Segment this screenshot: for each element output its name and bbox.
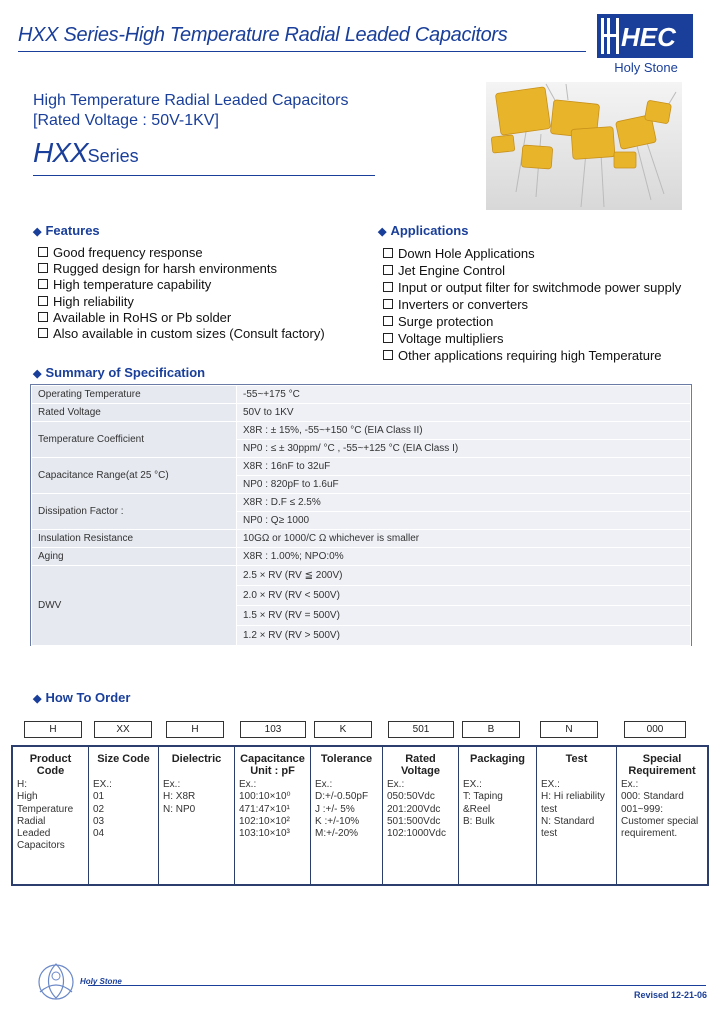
order-column xyxy=(311,747,383,884)
spec-label: Rated Voltage xyxy=(32,404,237,422)
logo-text: HEC xyxy=(621,22,676,52)
list-item: Also available in custom sizes (Consult factory) xyxy=(38,326,325,342)
capacitor-photo xyxy=(486,82,682,210)
list-item: Down Hole Applications xyxy=(383,245,681,262)
table-row xyxy=(32,548,691,566)
product-title-line1: High Temperature Radial Leaded Capacitors xyxy=(33,92,349,109)
order-column xyxy=(459,747,537,884)
order-column-body: EX.: 01 02 03 04 xyxy=(93,779,112,840)
spec-label: Dissipation Factor : xyxy=(32,494,237,530)
product-title-line2: [Rated Voltage : 50V-1KV] xyxy=(33,112,219,129)
table-row xyxy=(32,494,691,512)
order-column-body: Ex.: D:+/-0.50pF J :+/- 5% K :+/-10% M:+/-20% xyxy=(315,779,369,840)
order-code-box: K xyxy=(314,721,372,738)
order-column xyxy=(617,747,707,884)
series-name xyxy=(33,137,139,169)
diamond-bullet-icon: ◆ xyxy=(33,693,42,705)
order-heading: ◆ How To Order xyxy=(33,690,131,705)
features-heading: ◆ Features xyxy=(33,223,100,238)
table-row xyxy=(32,530,691,548)
spec-value: 1.5 × RV (RV = 500V) xyxy=(237,606,691,626)
order-column-header: Test xyxy=(565,753,588,765)
series-small: Series xyxy=(87,146,139,166)
order-code-box: 501 xyxy=(388,721,454,738)
product-rule xyxy=(33,175,375,176)
applications-list xyxy=(383,245,681,364)
table-row xyxy=(32,458,691,476)
order-code-box: 103 xyxy=(240,721,306,738)
hec-logo-icon xyxy=(597,14,693,58)
revised-date: Revised 12-21-06 xyxy=(634,990,708,1000)
spec-label: Temperature Coefficient xyxy=(32,422,237,458)
spec-value: X8R : 1.00%; NPO:0% xyxy=(237,548,691,566)
order-column-body: Ex.: 000: Standard 001~999: Customer special requirement. xyxy=(621,779,699,840)
holy-stone-logo-icon xyxy=(32,958,80,1002)
list-item: Voltage multipliers xyxy=(383,330,681,347)
spec-value: 2.0 × RV (RV < 500V) xyxy=(237,586,691,606)
spec-heading: ◆ Summary of Specification xyxy=(33,365,206,380)
table-row xyxy=(32,404,691,422)
applications-heading: ◆ Applications xyxy=(378,223,469,238)
spec-label: Operating Temperature xyxy=(32,386,237,404)
order-column xyxy=(537,747,617,884)
order-column-body: EX.: H: Hi reliability test N: Standard test xyxy=(541,779,605,840)
spec-value: -55~+175 °C xyxy=(237,386,691,404)
order-column-header: Special Requirement xyxy=(628,753,696,777)
checkbox-icon xyxy=(383,282,393,292)
footer-rule xyxy=(88,985,706,986)
diamond-bullet-icon: ◆ xyxy=(33,226,42,238)
checkbox-icon xyxy=(38,247,48,257)
order-column-body: H: High Temperature Radial Leaded Capacitors xyxy=(17,779,74,852)
order-column xyxy=(159,747,235,884)
spec-value: NP0 : Q≥ 1000 xyxy=(237,512,691,530)
checkbox-icon xyxy=(38,279,48,289)
order-code-box: H xyxy=(166,721,224,738)
spec-value: 2.5 × RV (RV ≦ 200V) xyxy=(237,566,691,586)
spec-value: X8R : ± 15%, -55~+150 °C (EIA Class II) xyxy=(237,422,691,440)
checkbox-icon xyxy=(383,350,393,360)
order-column-header: Dielectric xyxy=(171,753,222,765)
checkbox-icon xyxy=(38,328,48,338)
logo-subtitle: Holy Stone xyxy=(614,60,678,75)
order-column-body: Ex.: H: X8R N: NP0 xyxy=(163,779,196,815)
order-code-box: XX xyxy=(94,721,152,738)
checkbox-icon xyxy=(383,265,393,275)
order-column-header: Packaging xyxy=(469,753,526,765)
spec-label: DWV xyxy=(32,566,237,646)
order-column xyxy=(13,747,89,884)
table-row xyxy=(32,566,691,586)
list-item: Rugged design for harsh environments xyxy=(38,261,325,277)
list-item: Inverters or converters xyxy=(383,296,681,313)
order-column-header: Product Code xyxy=(29,753,72,777)
series-big: HXX xyxy=(33,137,88,168)
order-column-body: Ex.: 050:50Vdc 201:200Vdc 501:500Vdc 102:1000Vdc xyxy=(387,779,446,840)
list-item: High reliability xyxy=(38,294,325,310)
spec-value: NP0 : 820pF to 1.6uF xyxy=(237,476,691,494)
checkbox-icon xyxy=(383,248,393,258)
order-column xyxy=(383,747,459,884)
order-column-header: Capacitance Unit : pF xyxy=(240,753,305,777)
order-code-box: H xyxy=(24,721,82,738)
order-table xyxy=(11,745,709,886)
list-item: Good frequency response xyxy=(38,245,325,261)
order-code-box: B xyxy=(462,721,520,738)
features-list xyxy=(38,245,325,342)
spec-label: Capacitance Range(at 25 °C) xyxy=(32,458,237,494)
diamond-bullet-icon: ◆ xyxy=(378,226,387,238)
spec-value: X8R : 16nF to 32uF xyxy=(237,458,691,476)
checkbox-icon xyxy=(38,312,48,322)
table-row xyxy=(32,422,691,440)
order-column-body: Ex.: 100:10×10⁰ 471:47×10¹ 102:10×10² 103:10×10³ xyxy=(239,779,291,840)
spec-label: Insulation Resistance xyxy=(32,530,237,548)
list-item: Input or output filter for switchmode power supply xyxy=(383,279,681,296)
list-item: Available in RoHS or Pb solder xyxy=(38,310,325,326)
spec-value: 1.2 × RV (RV > 500V) xyxy=(237,626,691,646)
spec-table xyxy=(31,385,691,646)
list-item: High temperature capability xyxy=(38,277,325,293)
checkbox-icon xyxy=(38,296,48,306)
spec-value: 10GΩ or 1000/C Ω whichever is smaller xyxy=(237,530,691,548)
diamond-bullet-icon: ◆ xyxy=(33,368,42,380)
order-code-box: N xyxy=(540,721,598,738)
order-column-header: Rated Voltage xyxy=(401,753,440,777)
order-code-box: 000 xyxy=(624,721,686,738)
checkbox-icon xyxy=(383,333,393,343)
checkbox-icon xyxy=(383,316,393,326)
list-item: Other applications requiring high Temperature xyxy=(383,347,681,364)
order-column xyxy=(89,747,159,884)
checkbox-icon xyxy=(383,299,393,309)
order-column xyxy=(235,747,311,884)
list-item: Surge protection xyxy=(383,313,681,330)
list-item: Jet Engine Control xyxy=(383,262,681,279)
product-title xyxy=(33,91,348,131)
spec-label: Aging xyxy=(32,548,237,566)
spec-value: 50V to 1KV xyxy=(237,404,691,422)
order-column-header: Size Code xyxy=(97,753,150,765)
footer-brand: Holy Stone xyxy=(80,977,122,986)
page-title: HXX Series-High Temperature Radial Leaded Capacitors xyxy=(18,24,508,46)
checkbox-icon xyxy=(38,263,48,273)
title-rule xyxy=(18,51,586,52)
order-column-body: EX.: T: Taping &Reel B: Bulk xyxy=(463,779,503,827)
order-column-header: Tolerance xyxy=(320,753,373,765)
spec-value: X8R : D.F ≤ 2.5% xyxy=(237,494,691,512)
table-row xyxy=(32,386,691,404)
spec-value: NP0 : ≤ ± 30ppm/ °C , -55~+125 °C (EIA Class I) xyxy=(237,440,691,458)
